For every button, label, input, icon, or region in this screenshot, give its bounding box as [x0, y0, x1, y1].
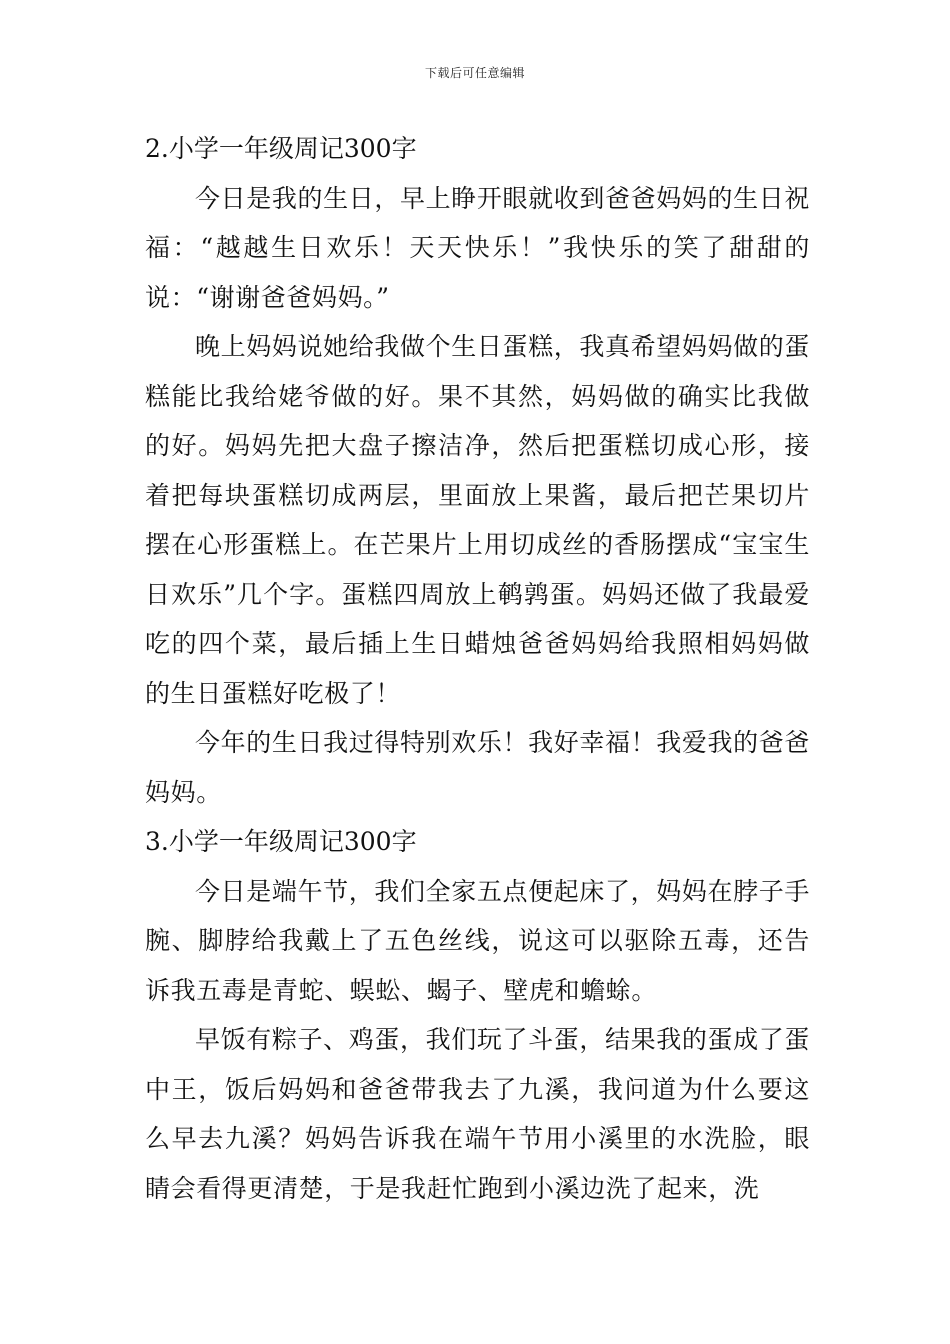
section-3 — [145, 817, 810, 1213]
paragraph: 晚上妈妈说她给我做个生日蛋糕，我真希望妈妈做的蛋糕能比我给姥爷做的好。果不其然，妈妈做的确实比我做的好。妈妈先把大盘子擦洁净，然后把蛋糕切成心形，接着把每块蛋糕切成两层，里面放上果酱，最后把芒果切片摆在心形蛋糕上。在芒果片上用切成丝的香肠摆成“宝宝生日欢乐”几个字。蛋糕四周放上鹌鹑蛋。妈妈还做了我最爱吃的四个菜，最后插上生日蜡烛爸爸妈妈给我照相妈妈做的生日蛋糕好吃极了！ — [145, 332, 810, 708]
section-title: 2.小学一年级周记300字 — [145, 134, 417, 163]
paragraph: 今日是我的生日，早上睁开眼就收到爸爸妈妈的生日祝福：“越越生日欢乐！天天快乐！”我快乐的笑了甜甜的说：“谢谢爸爸妈妈。” — [145, 183, 810, 312]
section-title: 3.小学一年级周记300字 — [145, 827, 417, 856]
paragraph: 早饭有粽子、鸡蛋，我们玩了斗蛋，结果我的蛋成了蛋中王，饭后妈妈和爸爸带我去了九溪，我问道为什么要这么早去九溪？妈妈告诉我在端午节用小溪里的水洗脸，眼睛会看得更清楚，于是我赶忙跑到小溪边洗了起来，洗 — [145, 1025, 810, 1203]
header-note: 下载后可任意编辑 — [424, 66, 525, 80]
document-body — [145, 124, 810, 1213]
section-2 — [145, 124, 810, 817]
paragraph: 今年的生日我过得特别欢乐！我好幸福！我爱我的爸爸妈妈。 — [145, 728, 810, 807]
paragraph: 今日是端午节，我们全家五点便起床了，妈妈在脖子手腕、脚脖给我戴上了五色丝线，说这可以驱除五毒，还告诉我五毒是青蛇、蜈蚣、蝎子、壁虎和蟾蜍。 — [145, 876, 810, 1005]
